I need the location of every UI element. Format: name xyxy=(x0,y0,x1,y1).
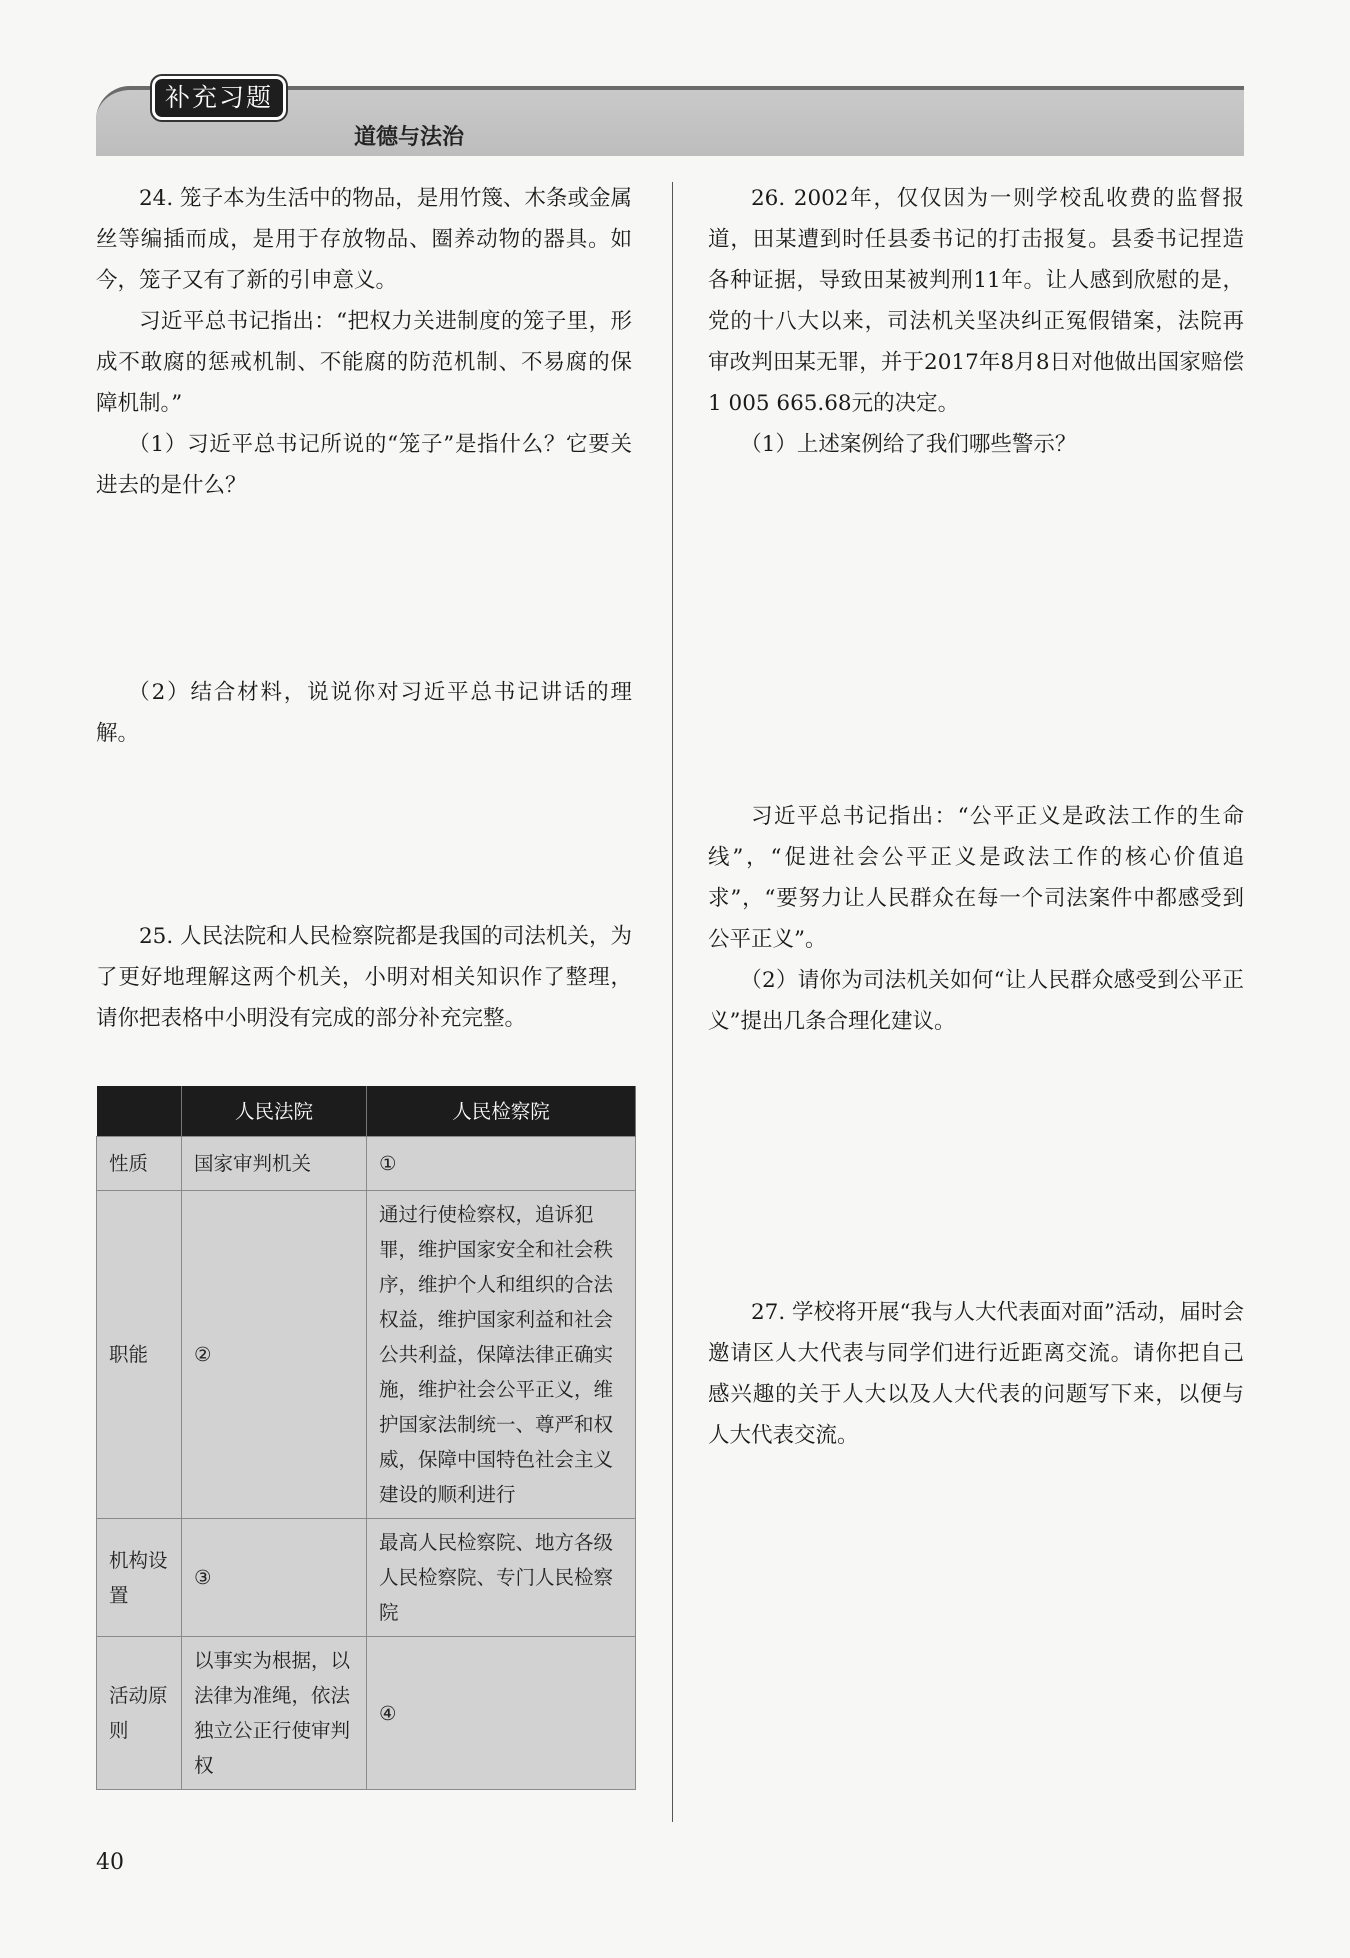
question-27 xyxy=(708,1292,1244,1456)
question-26 xyxy=(708,178,1244,465)
q24-part2 xyxy=(96,672,632,754)
court-cell: ② xyxy=(182,1191,367,1519)
table-row xyxy=(97,1637,636,1790)
q26-sub1: （1）上述案例给了我们哪些警示？ xyxy=(740,432,1077,457)
question-25 xyxy=(96,916,632,1039)
court-cell: 国家审判机关 xyxy=(182,1137,367,1191)
table-header-row xyxy=(97,1086,636,1137)
q24-sub1: （1）习近平总书记所说的“笼子”是指什么？它要关进去的是什么？ xyxy=(96,432,632,498)
q26-sub2: （2）请你为司法机关如何“让人民群众感受到公平正义”提出几条合理化建议。 xyxy=(708,968,1244,1034)
table-row xyxy=(97,1137,636,1191)
procuratorate-cell: 通过行使检察权，追诉犯罪，维护国家安全和社会秩序，维护个人和组织的合法权益，维护国家利益和社会公共利益，保障法律正确实施，维护社会公平正义，维护国家法制统一、尊严和权威，保障中国特色社会主义建设的顺利进行 xyxy=(367,1191,636,1519)
procuratorate-cell: ④ xyxy=(367,1637,636,1790)
q24-intro: 24. 笼子本为生活中的物品，是用竹篾、木条或金属丝等编插而成，是用于存放物品、圈养动物的器具。如今，笼子又有了新的引申意义。 xyxy=(96,186,632,293)
q26-intro: 26. 2002年，仅仅因为一则学校乱收费的监督报道，田某遭到时任县委书记的打击报复。县委书记捏造各种证据，导致田某被判刑11年。让人感到欣慰的是，党的十八大以来，司法机关坚决纠正冤假错案，法院再审改判田某无罪，并于2017年8月8日对他做出国家赔偿1 005 665.68元的决定。 xyxy=(708,186,1244,416)
court-cell: ③ xyxy=(182,1519,367,1637)
table-row xyxy=(97,1191,636,1519)
row-label: 性质 xyxy=(97,1137,182,1191)
procuratorate-cell: 最高人民检察院、地方各级人民检察院、专门人民检察院 xyxy=(367,1519,636,1637)
court-cell: 以事实为根据，以法律为准绳，依法独立公正行使审判权 xyxy=(182,1637,367,1790)
page-number: 40 xyxy=(96,1850,124,1875)
q24-quote: 习近平总书记指出：“把权力关进制度的笼子里，形成不敢腐的惩戒机制、不能腐的防范机制、不易腐的保障机制。” xyxy=(96,309,632,416)
q24-sub2: （2）结合材料，说说你对习近平总书记讲话的理解。 xyxy=(96,680,632,746)
q25-intro: 25. 人民法院和人民检察院都是我国的司法机关，为了更好地理解这两个机关，小明对相关知识作了整理，请你把表格中小明没有完成的部分补充完整。 xyxy=(96,924,632,1031)
table-row xyxy=(97,1519,636,1637)
row-label: 机构设置 xyxy=(97,1519,182,1637)
q27-intro: 27. 学校将开展“我与人大代表面对面”活动，届时会邀请区人大代表与同学们进行近距离交流。请你把自己感兴趣的关于人大以及人大代表的问题写下来，以便与人大代表交流。 xyxy=(708,1300,1245,1448)
table-header-cell: 人民检察院 xyxy=(367,1086,636,1137)
subject-title: 道德与法治 xyxy=(354,125,465,150)
row-label: 活动原则 xyxy=(97,1637,182,1790)
section-tag: 补充习题 xyxy=(152,76,286,120)
procuratorate-cell: ① xyxy=(367,1137,636,1191)
row-label: 职能 xyxy=(97,1191,182,1519)
q26-part2 xyxy=(708,796,1244,1042)
question-24 xyxy=(96,178,632,506)
column-divider xyxy=(672,182,673,1822)
comparison-table xyxy=(96,1086,636,1790)
table-header-cell: 人民法院 xyxy=(182,1086,367,1137)
table-header-cell xyxy=(97,1086,182,1137)
q26-quote: 习近平总书记指出：“公平正义是政法工作的生命线”，“促进社会公平正义是政法工作的核心价值追求”，“要努力让人民群众在每一个司法案件中都感受到公平正义”。 xyxy=(708,804,1244,952)
